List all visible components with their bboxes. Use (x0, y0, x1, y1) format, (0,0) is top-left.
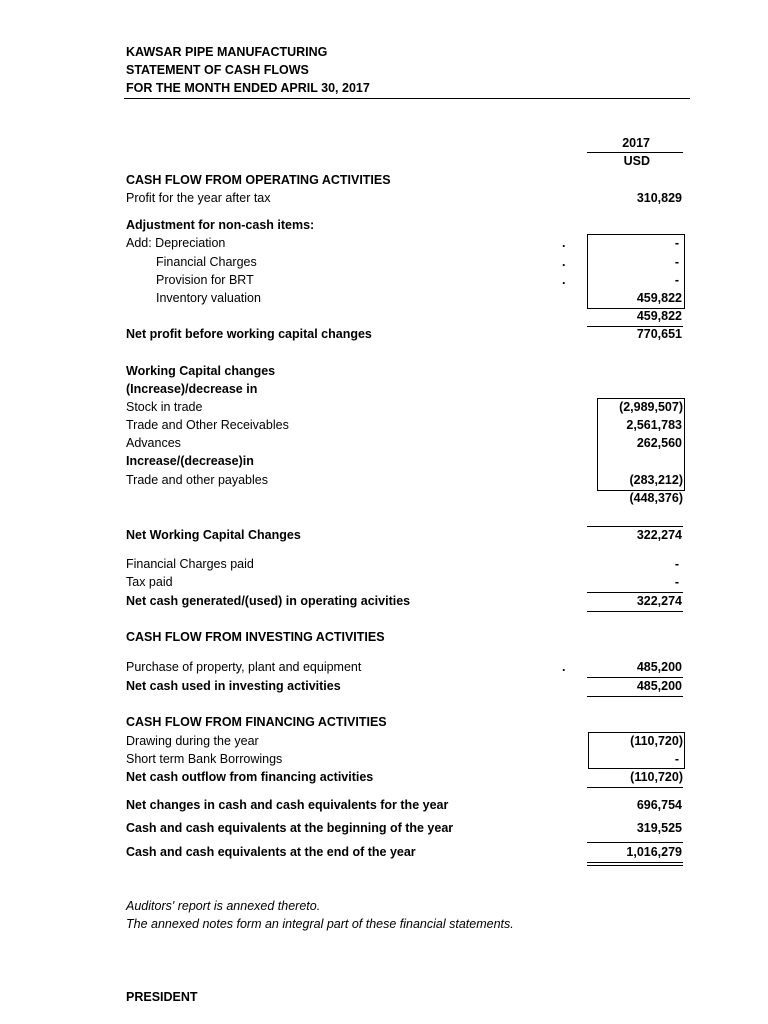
working-capital-heading: Working Capital changes (126, 364, 276, 378)
advances-label: Advances (126, 436, 181, 450)
net-profit-value: 770,651 (636, 327, 682, 341)
tax-paid-value: - (674, 575, 679, 589)
leader-dot: . (562, 236, 566, 250)
depreciation-value: - (674, 236, 679, 250)
column-currency: USD (623, 154, 650, 168)
ending-cash-value: 1,016,279 (626, 845, 682, 859)
net-wc-rule (587, 526, 683, 527)
ending-cash-label: Cash and cash equivalents at the end of the year (126, 845, 416, 859)
net-change-value: 696,754 (636, 798, 682, 812)
payables-value: (283,212) (629, 473, 683, 487)
borrowings-value: - (674, 752, 679, 766)
leader-dot: . (562, 273, 566, 287)
financial-charges-paid-label: Financial Charges paid (126, 557, 254, 571)
column-rule (587, 152, 683, 153)
financing-heading: CASH FLOW FROM FINANCING ACTIVITIES (126, 715, 387, 729)
ppe-value: 485,200 (636, 660, 682, 674)
stock-label: Stock in trade (126, 400, 203, 414)
ending-cash-rule (587, 842, 683, 843)
brt-label: Provision for BRT (156, 273, 254, 287)
net-change-label: Net changes in cash and cash equivalents for the year (126, 798, 449, 812)
brt-value: - (674, 273, 679, 287)
net-profit-label: Net profit before working capital changes (126, 327, 372, 341)
statement-period: FOR THE MONTH ENDED APRIL 30, 2017 (126, 81, 370, 95)
net-investing-value: 485,200 (636, 679, 682, 693)
stock-value: (2,989,507) (619, 400, 683, 414)
financial-charges-label: Financial Charges (156, 255, 257, 269)
profit-value: 310,829 (636, 191, 682, 205)
decrease-heading: Increase/(decrease)in (126, 454, 254, 468)
increase-decrease-heading: (Increase)/decrease in (126, 382, 258, 396)
net-financing-value: (110,720) (630, 770, 683, 784)
net-operating-underline (587, 611, 683, 612)
leader-dot: . (562, 255, 566, 269)
net-operating-rule (587, 592, 683, 593)
inventory-label: Inventory valuation (156, 291, 261, 305)
header-rule (124, 98, 690, 99)
receivables-value: 2,561,783 (626, 418, 682, 432)
drawing-label: Drawing during the year (126, 734, 259, 748)
column-year: 2017 (622, 136, 650, 150)
drawing-value: (110,720) (630, 734, 683, 748)
investing-rule (587, 677, 683, 678)
advances-value: 262,560 (636, 436, 682, 450)
receivables-label: Trade and Other Receivables (126, 418, 289, 432)
net-financing-label: Net cash outflow from financing activities (126, 770, 374, 784)
net-investing-label: Net cash used in investing activities (126, 679, 341, 693)
beginning-cash-label: Cash and cash equivalents at the beginning of the year (126, 821, 454, 835)
adjustments-total: 459,822 (636, 309, 682, 323)
investing-heading: CASH FLOW FROM INVESTING ACTIVITIES (126, 630, 385, 644)
leader-dot: . (562, 660, 566, 674)
auditors-note: Auditors' report is annexed thereto. (126, 899, 321, 913)
double-underline-top (587, 862, 683, 863)
adjustments-heading: Adjustment for non-cash items: (126, 218, 315, 232)
net-financing-underline (587, 787, 683, 788)
inventory-value: 459,822 (636, 291, 682, 305)
net-wc-label: Net Working Capital Changes (126, 528, 301, 542)
operating-heading: CASH FLOW FROM OPERATING ACTIVITIES (126, 173, 391, 187)
working-capital-subtotal: (448,376) (629, 491, 683, 505)
depreciation-label: Add: Depreciation (126, 236, 226, 250)
annexed-notes: The annexed notes form an integral part of these financial statements. (126, 917, 514, 931)
beginning-cash-value: 319,525 (636, 821, 682, 835)
borrowings-label: Short term Bank Borrowings (126, 752, 283, 766)
net-wc-value: 322,274 (636, 528, 682, 542)
profit-label: Profit for the year after tax (126, 191, 271, 205)
net-operating-label: Net cash generated/(used) in operating acivities (126, 594, 411, 608)
president-signature-label: PRESIDENT (126, 990, 198, 1004)
double-underline-bottom (587, 865, 683, 866)
payables-label: Trade and other payables (126, 473, 268, 487)
financial-charges-paid-value: - (674, 557, 679, 571)
ppe-label: Purchase of property, plant and equipment (126, 660, 362, 674)
statement-title: STATEMENT OF CASH FLOWS (126, 63, 309, 77)
company-name: KAWSAR PIPE MANUFACTURING (126, 45, 328, 59)
net-investing-underline (587, 696, 683, 697)
net-operating-value: 322,274 (636, 594, 682, 608)
financial-charges-value: - (674, 255, 679, 269)
tax-paid-label: Tax paid (126, 575, 173, 589)
